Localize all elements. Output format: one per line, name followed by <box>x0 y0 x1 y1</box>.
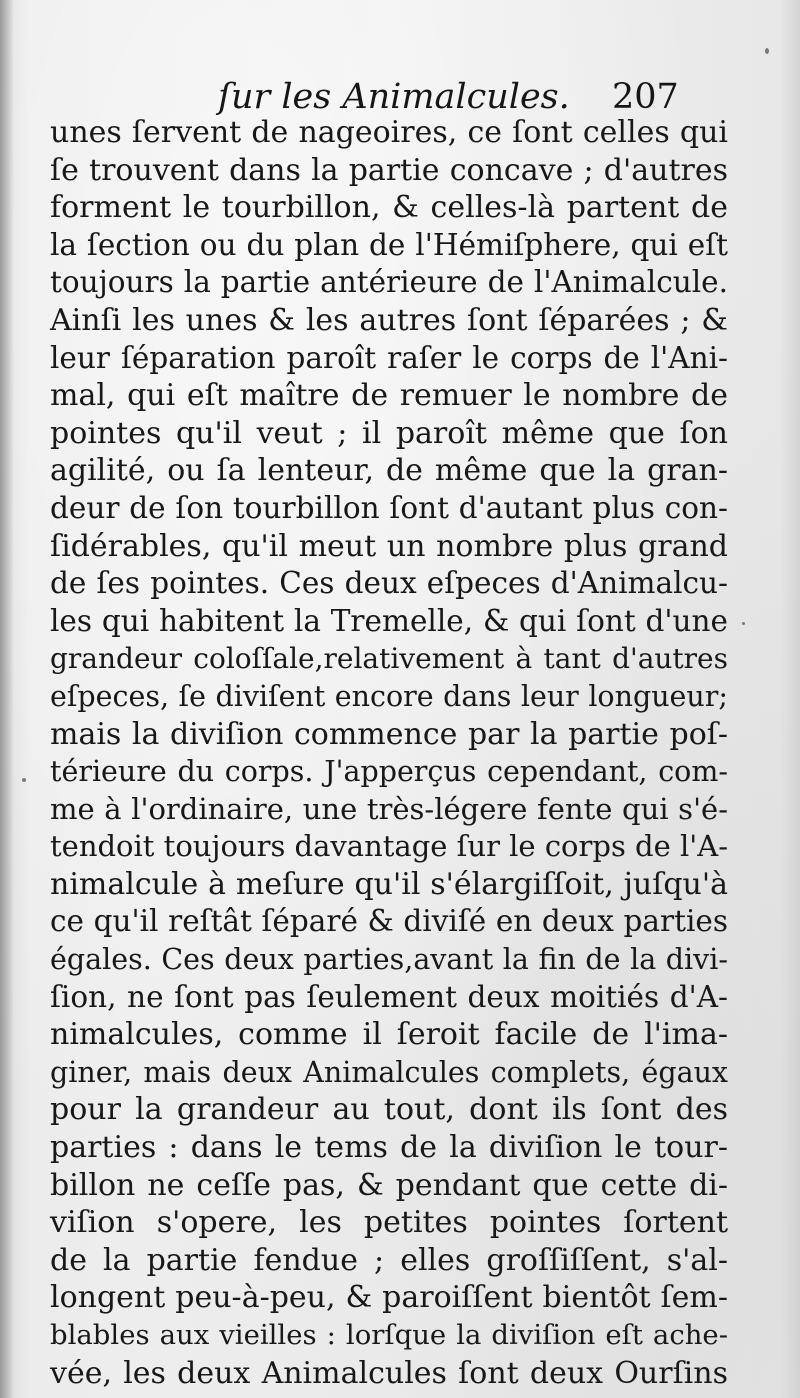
text-line: pour la grandeur au tout, dont ils ſont des <box>50 1092 728 1128</box>
text-line: mal, qui eſt maître de remuer le nombre de <box>50 378 728 414</box>
text-line: giner, mais deux Animalcules complets, égaux <box>50 1055 728 1089</box>
text-line: blables aux vieilles : lorſque la diviſion eſt ache- <box>50 1319 728 1351</box>
text-line: Ainſi les unes & les autres ſont ſéparées ; & <box>50 302 728 338</box>
text-line: me à l'ordinaire, une très-légere fente qui s'é- <box>50 791 728 826</box>
text-line: unes ſervent de nageoires, ce ſont celles qui <box>50 115 728 150</box>
text-line: ſe trouvent dans la partie concave ; d'autres <box>50 152 728 188</box>
speck <box>22 778 26 782</box>
text-line: toujours la partie antérieure de l'Animalcule. <box>50 265 728 300</box>
text-line: de la partie fendue ; elles groſſiſſent, s'al- <box>50 1242 728 1278</box>
page-number: 207 <box>612 77 679 117</box>
text-line: la ſection ou du plan de l'Hémiſphere, qui eſt <box>50 227 728 262</box>
text-line: agilité, ou ſa lenteur, de même que la gran- <box>50 453 728 489</box>
text-line: mais la diviſion commence par la partie poſ- <box>50 716 728 752</box>
text-line: grandeur coloſſale,relativement à tant d'autres <box>50 642 728 676</box>
binding-shadow <box>0 0 14 1398</box>
text-line: nimalcule à meſure qu'il s'élargiſſoit, juſqu'à <box>50 866 728 902</box>
text-line: tendoit toujours davantage ſur le corps de l'A- <box>50 829 728 864</box>
text-line: ſidérables, qu'il meut un nombre plus grand <box>50 528 728 564</box>
text-line: vée, les deux Animalcules ſont deux Ourſins <box>50 1355 728 1391</box>
text-line: billon ne ceſſe pas, & pendant que cette di- <box>50 1167 728 1203</box>
text-line: égales. Ces deux parties,avant la fin de la divi- <box>50 943 728 977</box>
text-line: pointes qu'il veut ; il paroît même que ſon <box>50 415 728 451</box>
text-line: longent peu-à-peu, & paroiſſent bientôt ſem- <box>50 1280 728 1316</box>
text-line: deur de ſon tourbillon ſont d'autant plus con- <box>50 490 728 525</box>
text-line: de ſes pointes. Ces deux eſpeces d'Animalcu- <box>50 566 728 601</box>
body-text <box>50 114 728 1392</box>
text-line: viſion s'opere, les petites pointes ſortent <box>50 1205 728 1241</box>
text-line: eſpeces, ſe diviſent encore dans leur longueur; <box>50 679 728 713</box>
text-line: forment le tourbillon, & celles-là partent de <box>50 190 728 226</box>
text-line: parties : dans le tems de la diviſion le tour- <box>50 1130 728 1166</box>
running-title: ſur les Animalcules. <box>218 77 570 117</box>
text-line: les qui habitent la Tremelle, & qui ſont d'une <box>50 603 728 638</box>
speck <box>742 622 745 625</box>
text-line: ſion, ne ſont pas ſeulement deux moitiés d'A- <box>50 979 728 1014</box>
speck <box>765 48 769 54</box>
text-line: ce qu'il reſtât ſéparé & diviſé en deux parties <box>50 904 728 939</box>
text-line: leur ſéparation paroît raſer le corps de l'Ani- <box>50 340 728 375</box>
text-line: térieure du corps. J'apperçus cependant, com- <box>50 755 728 789</box>
text-line: nimalcules, comme il ſeroit facile de l'ima- <box>50 1017 728 1053</box>
